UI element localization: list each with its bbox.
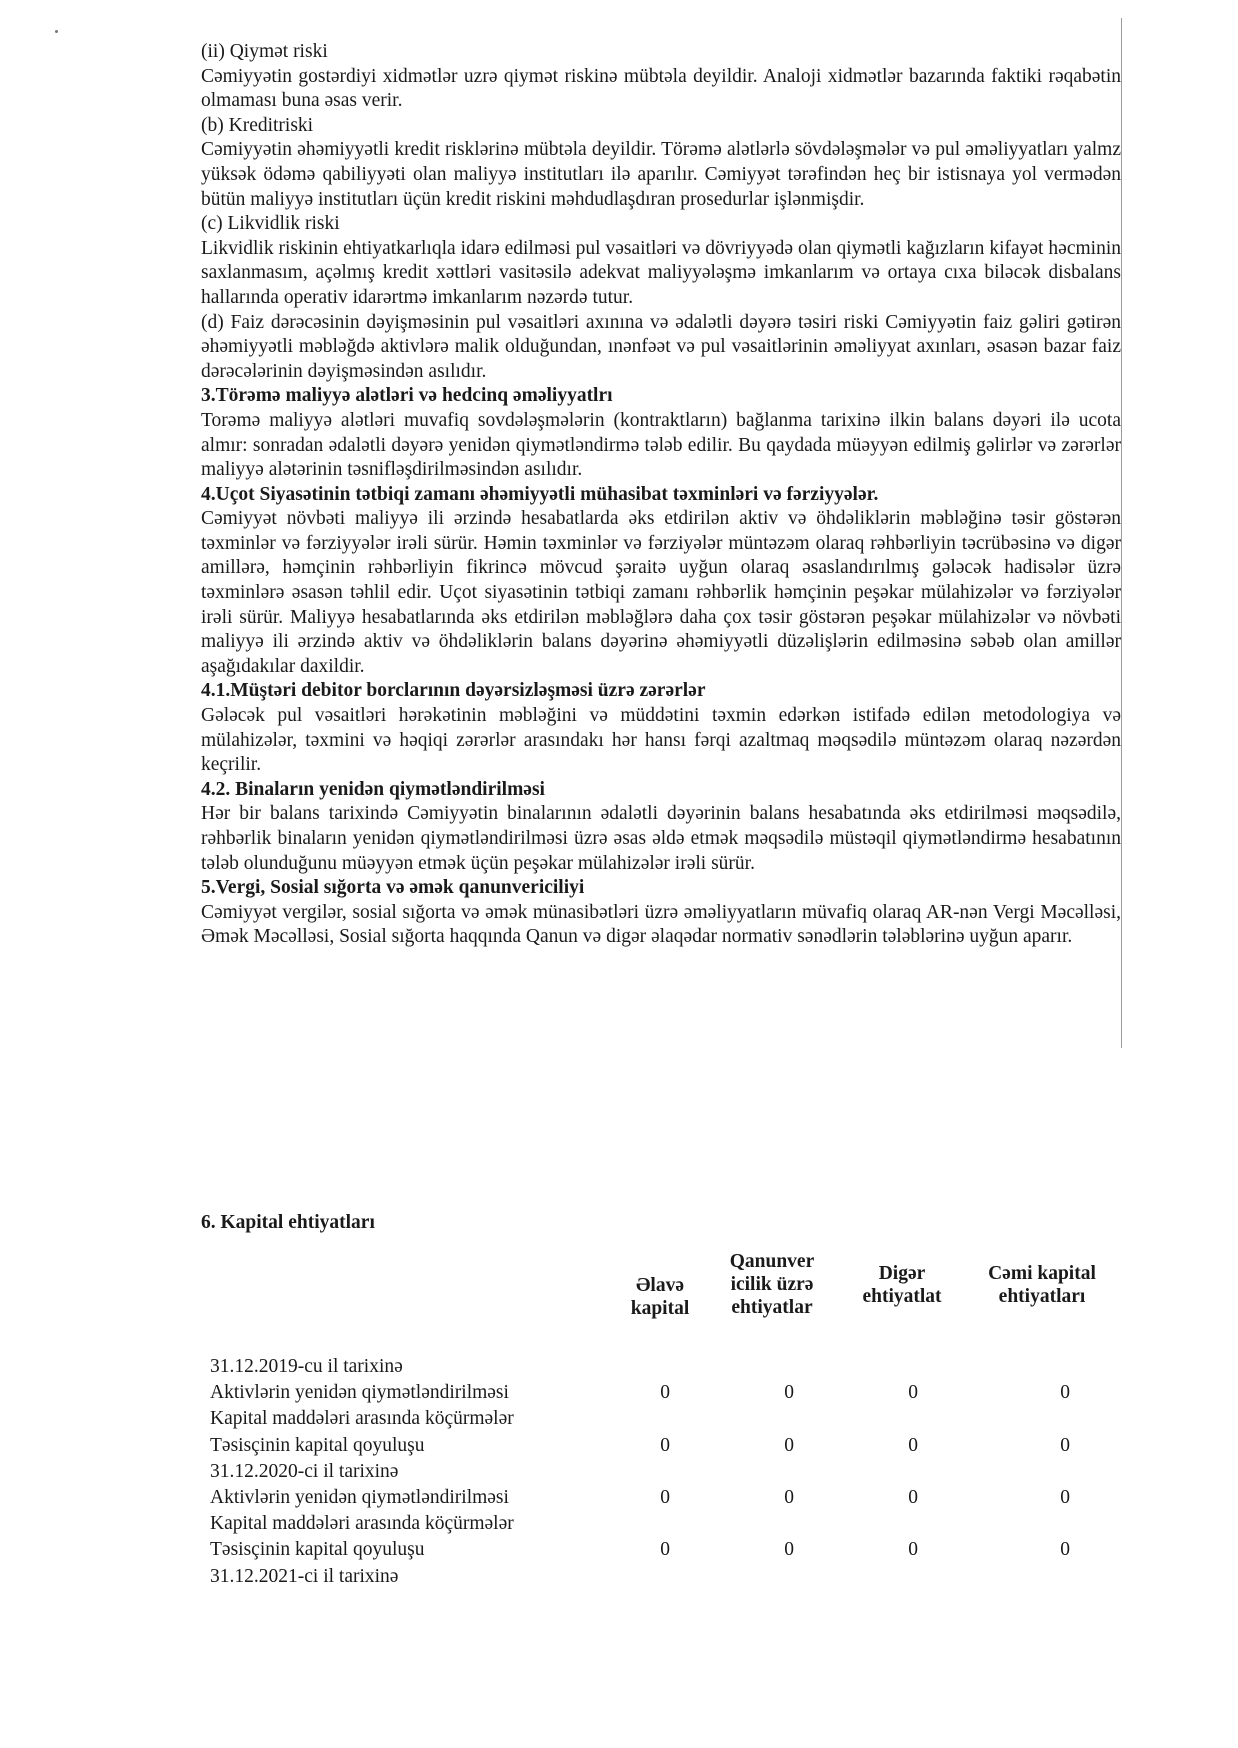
table-row (210, 1564, 1122, 1590)
row-label: 31.12.2020-ci il tarixinə (210, 1460, 399, 1482)
body-paragraph: Cəmiyyətin gostərdiyi xidmətlər uzrə qiymət riskinə mübtəla deyildir. Analoji xidmətlər bazarında faktiki rəqabətin olmaması buna əsas verir. (201, 65, 1121, 112)
scan-speck (55, 30, 58, 33)
table-row (210, 1511, 1122, 1537)
section-heading: 4.1.Müştəri debitor borclarının dəyərsizləşməsi üzrə zərərlər (201, 680, 706, 702)
row-label: Aktivlərin yenidən qiymətləndirilməsi (210, 1487, 509, 1508)
table-row (210, 1433, 1122, 1459)
body-paragraph: (d) Faiz dərəcəsinin dəyişməsinin pul vəsaitləri axınına və ədalətli dəyərə təsiri riski Cəmiyyətin faiz gəliri gətirən əhəmiyyətli məbləğdə aktivlərə malik olduğundan, ınənfəət və pul vəsaitlərinin əməliyyat axınları, əsasən bazar faiz dərəcələrinin dəyişməsindən asılıdır. (201, 311, 1121, 382)
column-header: Qanunver icilik üzrə ehtiyatlar (729, 1251, 815, 1318)
table-row (210, 1537, 1122, 1563)
table-row (210, 1459, 1122, 1485)
cell-value: 0 (660, 1539, 670, 1561)
section-heading: 3.Törəmə maliyyə alətləri və hedcinq əməliyyatlrı (201, 385, 613, 407)
row-label: Kapital maddələri arasında köçürmələr (210, 1408, 514, 1430)
cell-value: 0 (784, 1382, 794, 1404)
scan-edge-line (1121, 18, 1122, 1048)
row-label: Təsisçinin kapital qoyuluşu (210, 1434, 425, 1456)
section-heading: 5.Vergi, Sosial sığorta və əmək qanunvericiliyi (201, 877, 585, 899)
column-header: Əlavə kapital (630, 1275, 690, 1319)
cell-value: 0 (1060, 1487, 1070, 1508)
table-row (210, 1485, 1122, 1511)
body-paragraph: Hər bir balans tarixində Cəmiyyətin binalarının ədalətli dəyərinin balans hesabatında əks etdirilməsi məqsədilə, rəhbərlik binaların yenidən qiymətləndirilməsi üzrə əsas əldə etmək məqsədilə müstəqil qiymətləndirmə hesabatının tələb olunduğunu müəyyən etmək üçün peşəkar mülahizələr irəli sürür. (201, 803, 1121, 874)
cell-value: 0 (908, 1539, 918, 1561)
body-paragraph: Cəmiyyətin əhəmiyyətli kredit risklərinə mübtəla deyildir. Törəmə alətlərlə sövdələşmələr və pul əməliyyatları yalmz yüksək ödəmə qabiliyyəti olan maliyyə institutları ilə aparılır. Cəmiyyət tərəfindən heç bir istisnaya yol vermədən bütün maliyyə institutları üçün kredit riskini məhdudlaşdıran prosedurlar işlənmişdir. (201, 139, 1121, 210)
cell-value: 0 (908, 1382, 918, 1404)
cell-value: 0 (660, 1382, 670, 1404)
body-paragraph: (c) Likvidlik riski (201, 213, 340, 235)
document-body (201, 40, 1121, 950)
section-heading: 4.Uçot Siyasətinin tətbiqi zamanı əhəmiyyətli mühasibat təxminləri və fərziyyələr. (201, 483, 879, 505)
row-label: Kapital maddələri arasında köçürmələr (210, 1513, 514, 1535)
row-label: Aktivlərin yenidən qiymətləndirilməsi (210, 1382, 509, 1404)
body-paragraph: (ii) Qiymət riski (201, 41, 328, 62)
body-paragraph: Likvidlik riskinin ehtiyatkarlıqla idarə edilməsi pul vəsaitləri və dövriyyədə olan qiymətli kağızların kifayət həcminin saxlanmasım, açəlmış kredit xəttləri vasitəsilə adekvat maliyyələşmə imkanlarım və ortaya cıxa biləcək disbalans hallarında operativ idarərtmə imkanlarım nəzərdə tutur. (201, 237, 1121, 308)
body-paragraph: (b) Kreditriski (201, 114, 314, 136)
cell-value: 0 (1060, 1539, 1070, 1561)
cell-value: 0 (660, 1434, 670, 1456)
body-paragraph: Cəmiyyət növbəti maliyyə ili ərzində hesabatlarda əks etdirilən aktiv və öhdəliklərin məbləğinə təsir göstərən təxminlər və fərziyyələr irəli sürür. Həmin təxminlər və fərziyələr müntəzəm olaraq rəhbərliyin təcrübəsinə və digər amillərə, həmçinin rəhbərliyin fikrincə mövcud şəraitə uyğun olaraq əsaslandırılmış gələcək hadisələr üzrə təxminlərə əsasən təhlil edir. Uçot siyasətinin tətbiqi zamanı rəhbərlik həmçinin peşəkar mülahizələr və fərziyələr irəli sürür. Maliyyə hesabatlarında əks etdirilən məbləğlərə daha çox təsir göstərən peşəkar mülahizələr və növbəti maliyyə ili ərzində aktiv və öhdəliklərin balans dəyərinə əhəmiyyətli düzəlişlərin edilməsinə səbəb olan amillər aşağıdakılar daxildir. (201, 508, 1121, 677)
table-row (210, 1406, 1122, 1432)
cell-value: 0 (784, 1434, 794, 1456)
row-label: 31.12.2021-ci il tarixinə (210, 1565, 399, 1587)
section-6-title: 6. Kapital ehtiyatları (201, 1212, 375, 1233)
body-paragraph: Gələcək pul vəsaitləri hərəkətinin məbləğini və müddətini təxmin edərkən istifadə edilən metodologiya və mülahizələr, təxmini və həqiqi zərərlər arasındakı hər hansı fərqi azaltmaq məqsədilə müntəzəm olaraq nəzərdən keçrilir. (201, 705, 1121, 776)
body-paragraph: Torəmə maliyyə alətləri muvafiq sovdələşmələrin (kontraktların) bağlanma tarixinə ilkin balans dəyəri ilə ucota almır: sonradan ədalətli dəyərə yenidən qiymətləndirmə tələb edilir. Bu qaydada müəyyən edilmiş gəlirlər və zərərlər maliyyə alətərinin təsnifləşdirilməsindən asılıdır. (201, 409, 1121, 481)
row-label: 31.12.2019-cu il tarixinə (210, 1356, 403, 1377)
row-label: Təsisçinin kapital qoyuluşu (210, 1539, 425, 1561)
cell-value: 0 (908, 1434, 918, 1456)
cell-value: 0 (784, 1539, 794, 1561)
cell-value: 0 (908, 1487, 918, 1508)
section-heading: 4.2. Binaların yenidən qiymətləndirilməsi (201, 778, 545, 800)
cell-value: 0 (1060, 1434, 1070, 1456)
column-header: Cəmi kapital ehtiyatları (988, 1263, 1096, 1307)
cell-value: 0 (784, 1487, 794, 1508)
cell-value: 0 (660, 1487, 670, 1508)
column-header: Digər ehtiyatlat (862, 1263, 942, 1307)
table-row (210, 1354, 1122, 1380)
table-row (210, 1380, 1122, 1406)
cell-value: 0 (1060, 1382, 1070, 1404)
body-paragraph: Cəmiyyət vergilər, sosial sığorta və əmək münasibətləri üzrə əməliyyatların müvafiq olaraq AR-nən Vergi Məcəlləsi, Əmək Məcəlləsi, Sosial sığorta haqqında Qanun və digər əlaqədar normativ sənədlərin tələblərinə uyğun aparır. (201, 901, 1121, 948)
